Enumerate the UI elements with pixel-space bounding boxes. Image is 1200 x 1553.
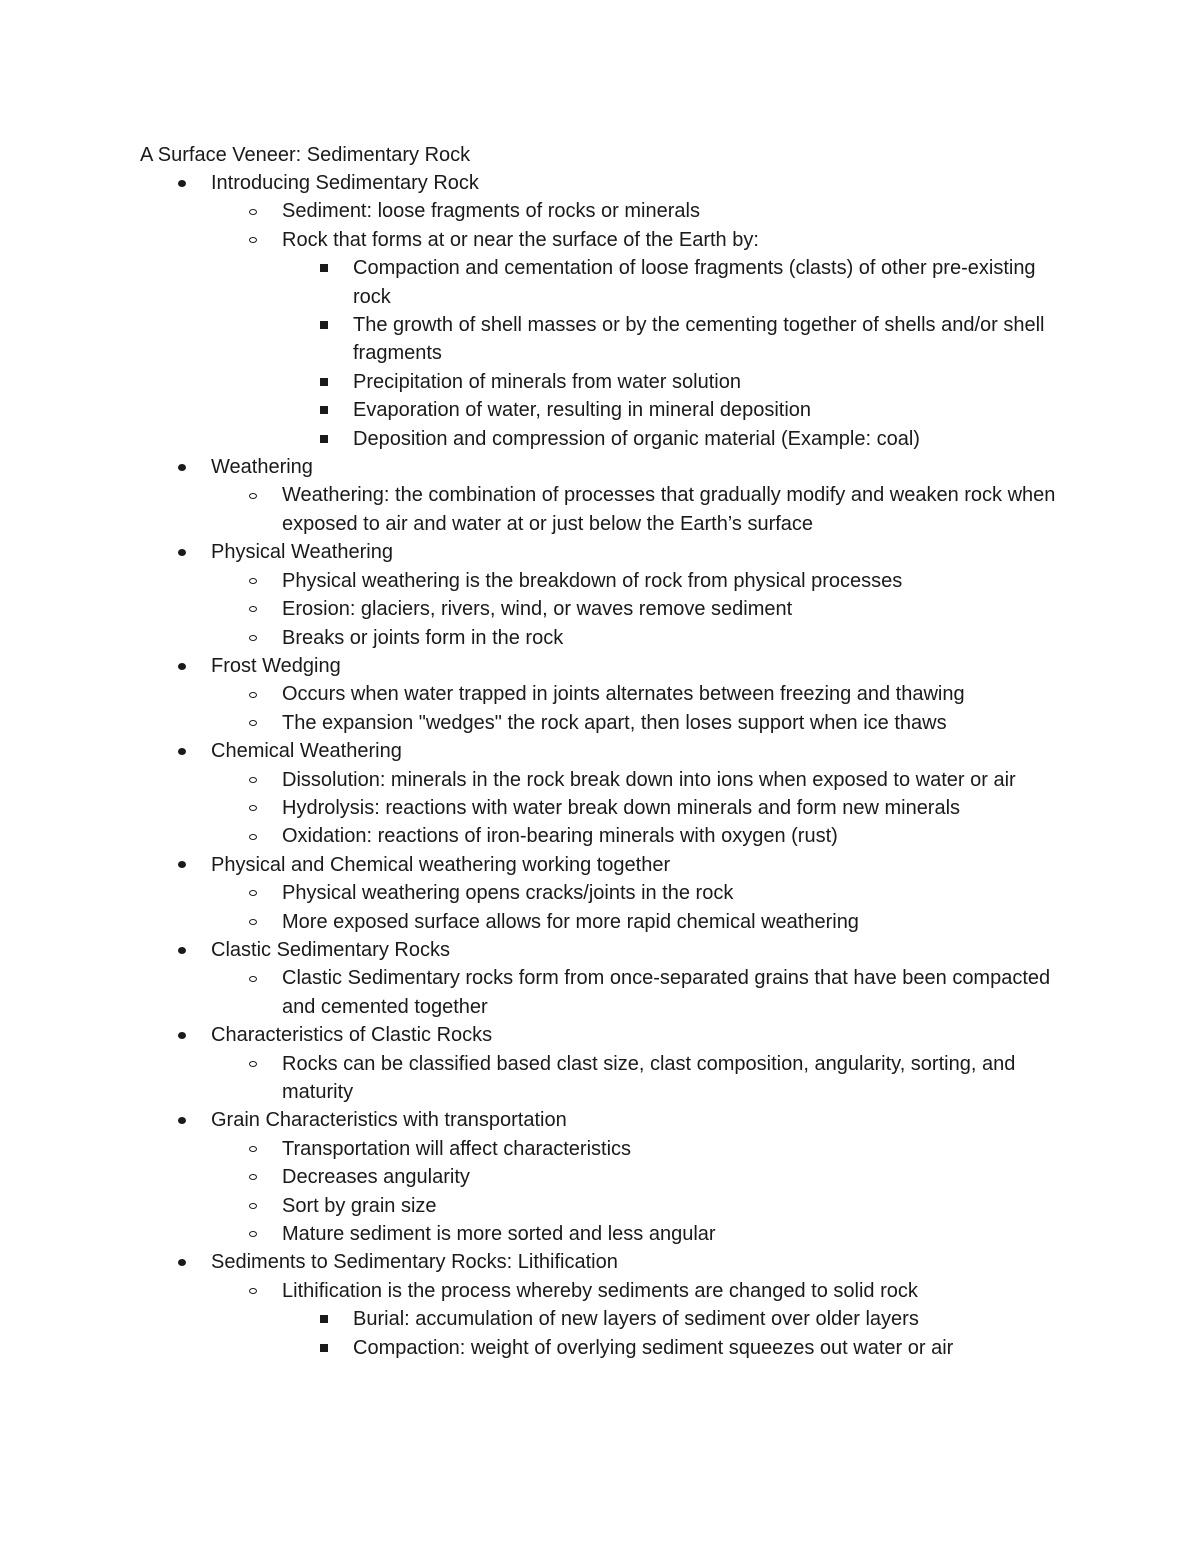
outline-item-text: Physical Weathering bbox=[211, 541, 393, 564]
outline-item-level-2 bbox=[140, 311, 1060, 368]
circle-bullet-icon bbox=[246, 1135, 260, 1163]
outline-item-level-1 bbox=[140, 1135, 1060, 1163]
circle-bullet-icon bbox=[246, 879, 260, 907]
disc-bullet-icon bbox=[175, 1106, 189, 1134]
outline-item-level-1 bbox=[140, 1220, 1060, 1248]
disc-bullet-icon bbox=[175, 453, 189, 481]
outline-item-text: Transportation will affect characteristics bbox=[282, 1137, 632, 1160]
outline-item-text: Rocks can be classified based clast size, clast composition, angularity, sorting, and maturity bbox=[282, 1052, 1016, 1103]
square-bullet-icon bbox=[317, 1305, 331, 1333]
outline-item-text: Occurs when water trapped in joints alternates between freezing and thawing bbox=[282, 683, 965, 706]
outline-item-text: Lithification is the process whereby sediments are changed to solid rock bbox=[282, 1279, 918, 1302]
disc-bullet-icon bbox=[175, 1021, 189, 1049]
outline-item-text: Erosion: glaciers, rivers, wind, or waves remove sediment bbox=[282, 598, 793, 621]
outline-item-level-1 bbox=[140, 1192, 1060, 1220]
outline-item-text: More exposed surface allows for more rapid chemical weathering bbox=[282, 910, 859, 933]
outline-item-level-0 bbox=[140, 1248, 1060, 1276]
circle-bullet-icon bbox=[246, 197, 260, 225]
circle-bullet-icon bbox=[246, 624, 260, 652]
outline-item-text: Frost Wedging bbox=[211, 654, 341, 677]
outline-item-level-1 bbox=[140, 766, 1060, 794]
circle-bullet-icon bbox=[246, 709, 260, 737]
outline-item-text: Physical weathering is the breakdown of rock from physical processes bbox=[282, 569, 903, 592]
square-bullet-icon bbox=[317, 368, 331, 396]
circle-bullet-icon bbox=[246, 822, 260, 850]
outline-item-level-1 bbox=[140, 624, 1060, 652]
disc-bullet-icon bbox=[175, 737, 189, 765]
outline-item-level-2 bbox=[140, 1334, 1060, 1362]
outline-item-level-2 bbox=[140, 254, 1060, 311]
outline-item-text: Sediments to Sedimentary Rocks: Lithification bbox=[211, 1251, 618, 1274]
outline-item-text: Sediment: loose fragments of rocks or minerals bbox=[282, 200, 700, 223]
outline-item-level-0 bbox=[140, 1106, 1060, 1134]
outline-item-text: Clastic Sedimentary Rocks bbox=[211, 938, 450, 961]
outline-item-level-0 bbox=[140, 169, 1060, 197]
outline-item-level-1 bbox=[140, 709, 1060, 737]
outline-item-level-1 bbox=[140, 567, 1060, 595]
disc-bullet-icon bbox=[175, 538, 189, 566]
outline-item-text: Mature sediment is more sorted and less angular bbox=[282, 1223, 716, 1246]
disc-bullet-icon bbox=[175, 169, 189, 197]
outline-item-text: Characteristics of Clastic Rocks bbox=[211, 1024, 493, 1047]
outline-item-level-1 bbox=[140, 879, 1060, 907]
circle-bullet-icon bbox=[246, 964, 260, 992]
outline-item-text: Hydrolysis: reactions with water break down minerals and form new minerals bbox=[282, 796, 961, 819]
outline-item-text: Grain Characteristics with transportation bbox=[211, 1109, 567, 1132]
circle-bullet-icon bbox=[246, 595, 260, 623]
outline-item-text: Oxidation: reactions of iron-bearing minerals with oxygen (rust) bbox=[282, 825, 838, 848]
circle-bullet-icon bbox=[246, 226, 260, 254]
outline-item-level-0 bbox=[140, 453, 1060, 481]
disc-bullet-icon bbox=[175, 936, 189, 964]
circle-bullet-icon bbox=[246, 1220, 260, 1248]
outline-item-level-1 bbox=[140, 226, 1060, 254]
outline-item-text: Decreases angularity bbox=[282, 1166, 470, 1189]
bulleted-outline bbox=[140, 169, 1060, 1362]
outline-item-text: Weathering bbox=[211, 456, 313, 479]
outline-item-level-1 bbox=[140, 1050, 1060, 1107]
square-bullet-icon bbox=[317, 311, 331, 339]
outline-item-text: Evaporation of water, resulting in mineral deposition bbox=[353, 399, 812, 422]
circle-bullet-icon bbox=[246, 794, 260, 822]
outline-item-level-1 bbox=[140, 1277, 1060, 1305]
circle-bullet-icon bbox=[246, 1050, 260, 1078]
outline-item-text: Chemical Weathering bbox=[211, 740, 402, 763]
outline-item-text: Deposition and compression of organic material (Example: coal) bbox=[353, 427, 920, 450]
disc-bullet-icon bbox=[175, 652, 189, 680]
outline-item-level-1 bbox=[140, 481, 1060, 538]
outline-item-text: Dissolution: minerals in the rock break down into ions when exposed to water or air bbox=[282, 768, 1016, 791]
outline-item-text: Compaction and cementation of loose fragments (clasts) of other pre-existing rock bbox=[353, 257, 1036, 308]
outline-item-level-0 bbox=[140, 538, 1060, 566]
circle-bullet-icon bbox=[246, 766, 260, 794]
document-title: A Surface Veneer: Sedimentary Rock bbox=[140, 144, 471, 166]
circle-bullet-icon bbox=[246, 567, 260, 595]
outline-item-text: Precipitation of minerals from water solution bbox=[353, 370, 741, 393]
outline-item-level-1 bbox=[140, 595, 1060, 623]
outline-item-level-0 bbox=[140, 851, 1060, 879]
outline-item-text: The expansion "wedges" the rock apart, then loses support when ice thaws bbox=[282, 711, 947, 734]
outline-item-level-2 bbox=[140, 425, 1060, 453]
outline-item-level-1 bbox=[140, 794, 1060, 822]
outline-item-text: Clastic Sedimentary rocks form from once-separated grains that have been compacted and cemented together bbox=[282, 967, 1051, 1018]
outline-item-level-0 bbox=[140, 1021, 1060, 1049]
outline-item-level-0 bbox=[140, 936, 1060, 964]
outline-item-text: Breaks or joints form in the rock bbox=[282, 626, 564, 649]
outline-item-level-2 bbox=[140, 368, 1060, 396]
outline-item-text: Burial: accumulation of new layers of sediment over older layers bbox=[353, 1308, 919, 1331]
circle-bullet-icon bbox=[246, 481, 260, 509]
square-bullet-icon bbox=[317, 425, 331, 453]
outline-item-level-2 bbox=[140, 1305, 1060, 1333]
outline-item-text: Introducing Sedimentary Rock bbox=[211, 172, 479, 194]
outline-item-text: Rock that forms at or near the surface of the Earth by: bbox=[282, 228, 759, 251]
outline-item-text: Weathering: the combination of processes that gradually modify and weaken rock when exposed to air and water at or just below the Earth’s surface bbox=[282, 484, 1056, 535]
circle-bullet-icon bbox=[246, 1277, 260, 1305]
outline-item-level-0 bbox=[140, 737, 1060, 765]
outline-item-level-1 bbox=[140, 822, 1060, 850]
circle-bullet-icon bbox=[246, 1163, 260, 1191]
outline-item-level-1 bbox=[140, 1163, 1060, 1191]
square-bullet-icon bbox=[317, 396, 331, 424]
outline-item-level-1 bbox=[140, 908, 1060, 936]
disc-bullet-icon bbox=[175, 1248, 189, 1276]
disc-bullet-icon bbox=[175, 851, 189, 879]
circle-bullet-icon bbox=[246, 680, 260, 708]
outline-item-text: Physical and Chemical weathering working together bbox=[211, 853, 671, 876]
outline-item-level-2 bbox=[140, 396, 1060, 424]
circle-bullet-icon bbox=[246, 1192, 260, 1220]
outline-item-text: Physical weathering opens cracks/joints in the rock bbox=[282, 882, 734, 905]
outline-item-level-1 bbox=[140, 197, 1060, 225]
circle-bullet-icon bbox=[246, 908, 260, 936]
outline-item-level-1 bbox=[140, 680, 1060, 708]
outline-item-text: The growth of shell masses or by the cementing together of shells and/or shell fragments bbox=[353, 314, 1045, 365]
square-bullet-icon bbox=[317, 254, 331, 282]
outline-item-text: Compaction: weight of overlying sediment squeezes out water or air bbox=[353, 1336, 954, 1359]
outline-item-level-1 bbox=[140, 964, 1060, 1021]
outline-item-text: Sort by grain size bbox=[282, 1194, 437, 1217]
square-bullet-icon bbox=[317, 1334, 331, 1362]
outline-item-level-0 bbox=[140, 652, 1060, 680]
